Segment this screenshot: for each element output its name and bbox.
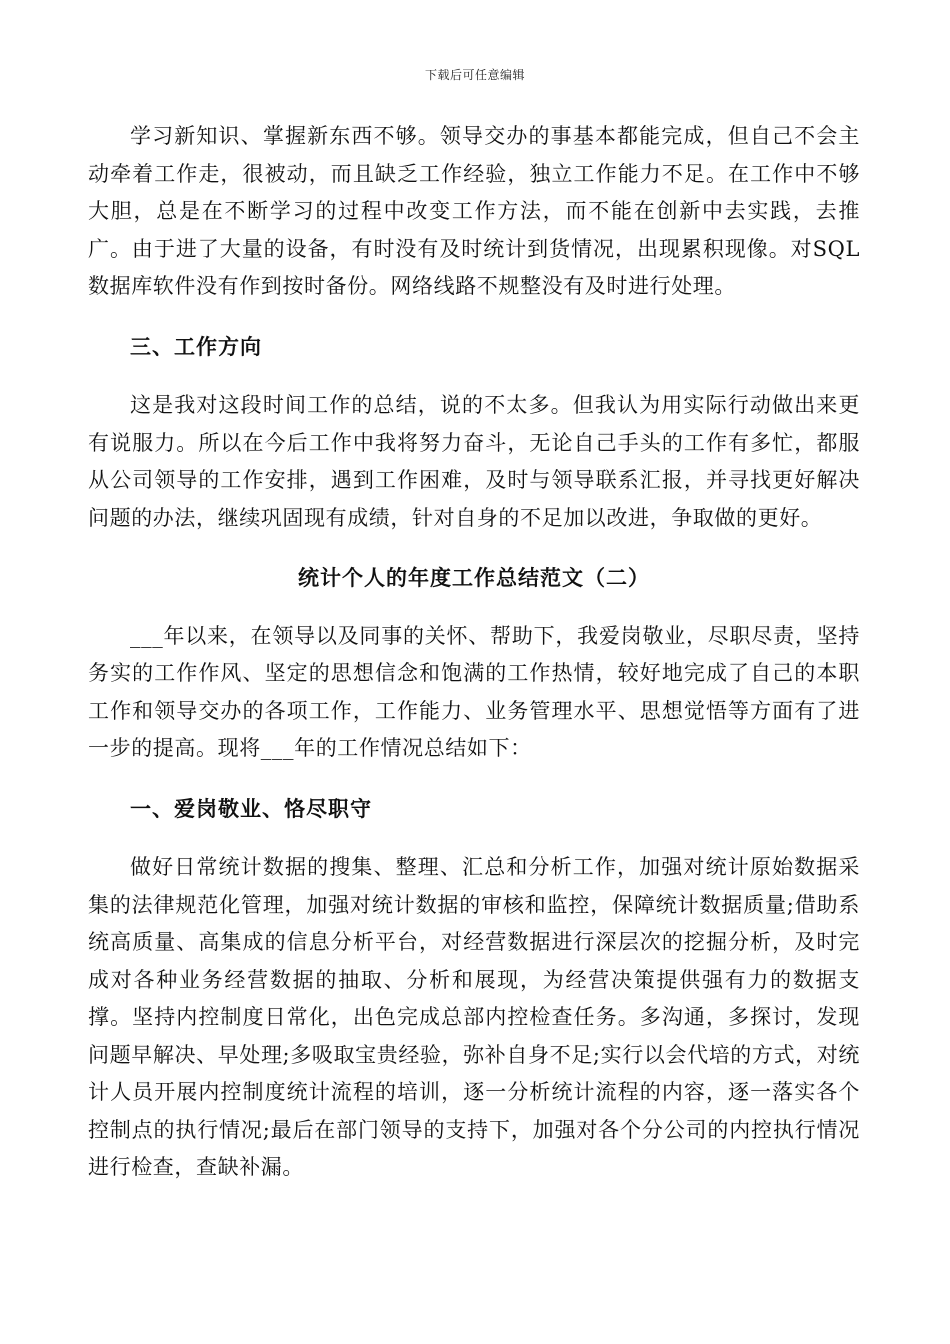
paragraph-statistics-work: 做好日常统计数据的搜集、整理、汇总和分析工作，加强对统计原始数据采集的法律规范化管理，加强对统计数据的审核和监控，保障统计数据质量;借助系统高质量、高集成的信息分析平台，对经营数据进行深层次的挖掘分析，及时完成对各种业务经营数据的抽取、分析和展现，为经营决策提供强有力的数据支撑。坚持内控制度日常化，出色完成总部内控检查任务。多沟通，多探讨，发现问题早解决、早处理;多吸取宝贵经验，弥补自身不足;实行以会代培的方式，对统计人员开展内控制度统计流程的培训，逐一分析统计流程的内容，逐一落实各个控制点的执行情况;最后在部门领导的支持下，加强对各个分公司的内控执行情况进行检查，查缺补漏。 xyxy=(88,855,860,1179)
spacer xyxy=(88,768,860,790)
paragraph-work-direction: 这是我对这段时间工作的总结，说的不太多。但我认为用实际行动做出来更有说服力。所以在今后工作中我将努力奋斗，无论自己手头的工作有多忙，都服从公司领导的工作安排，遇到工作困难，及时与领导联系汇报，并寻找更好解决问题的办法，继续巩固现有成绩，针对自身的不足加以改进，争取做的更好。 xyxy=(88,393,860,530)
paragraph-introduction: ___年以来，在领导以及同事的关怀、帮助下，我爱岗敬业，尽职尽责，坚持务实的工作作风、坚定的思想信念和饱满的工作热情，较好地完成了自己的本职工作和领导交办的各项工作，工作能力、业务管理水平、思想觉悟等方面有了进一步的提高。现将___年的工作情况总结如下： xyxy=(88,623,860,760)
document-title-part-two: 统计个人的年度工作总结范文（二） xyxy=(298,565,650,590)
spacer xyxy=(88,306,860,328)
spacer xyxy=(88,537,860,559)
spacer xyxy=(88,827,860,849)
page-header-note: 下载后可任意编辑 xyxy=(424,68,525,82)
document-body xyxy=(88,118,860,1187)
paragraph-weaknesses: 学习新知识、掌握新东西不够。领导交办的事基本都能完成，但自己不会主动牵着工作走，很被动，而且缺乏工作经验，独立工作能力不足。在工作中不够大胆，总是在不断学习的过程中改变工作方法，而不能在创新中去实践，去推广。由于进了大量的设备，有时没有及时统计到货情况，出现累积现像。对SQL数据库软件没有作到按时备份。网络线路不规整没有及时进行处理。 xyxy=(88,124,860,298)
spacer xyxy=(88,365,860,387)
section-heading-dedication: 一、爱岗敬业、恪尽职守 xyxy=(130,795,372,821)
spacer xyxy=(88,597,860,618)
section-heading-work-direction: 三、工作方向 xyxy=(130,333,262,359)
